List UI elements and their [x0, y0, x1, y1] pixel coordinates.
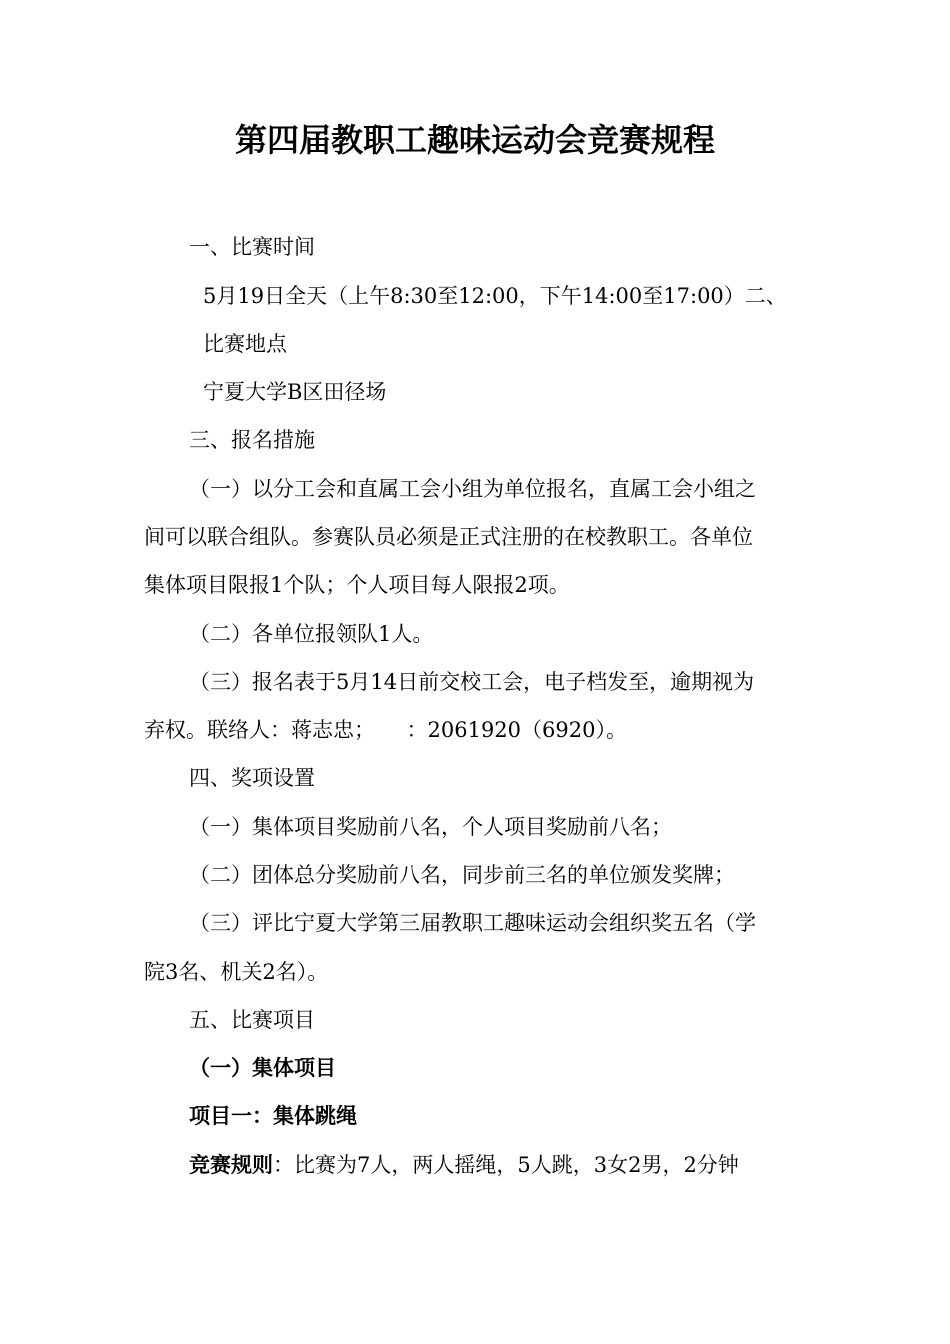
subsection-heading-group-events: （一）集体项目: [189, 1055, 336, 1080]
paragraph-line: （二）团体总分奖励前八名，同步前三名的单位颁发奖牌；: [189, 863, 735, 887]
paragraph-line: （二）各单位报领队1人。: [189, 622, 434, 646]
venue-text: 宁夏大学B区田径场: [203, 380, 387, 404]
section-heading-venue: 比赛地点: [203, 332, 287, 356]
paragraph-line: （一）集体项目奖励前八名，个人项目奖励前八名；: [189, 815, 672, 839]
rules-line: [189, 1150, 739, 1180]
paragraph-line: 院3名、机关2名）。: [144, 960, 329, 984]
section-heading-time: 一、比赛时间: [189, 235, 315, 259]
section-heading-registration: 三、报名措施: [189, 428, 315, 452]
paragraph-line: （三）评比宁夏大学第三届教职工趣味运动会组织奖五名（学: [189, 911, 756, 935]
rules-text: ：比赛为7人，两人摇绳，5人跳，3女2男，2分钟: [273, 1153, 739, 1177]
section-heading-awards: 四、奖项设置: [189, 766, 315, 790]
paragraph-line: 弃权。联络人：蒋志忠； ：2061920（6920）。: [144, 718, 627, 742]
paragraph-line: （三）报名表于5月14日前交校工会，电子档发至，逾期视为: [189, 670, 755, 694]
paragraph-line: 间可以联合组队。参赛队员必须是正式注册的在校教职工。各单位: [144, 525, 753, 549]
section-heading-events: 五、比赛项目: [189, 1008, 315, 1032]
paragraph-line: （一）以分工会和直属工会小组为单位报名，直属工会小组之: [189, 477, 756, 501]
time-text: 5月19日全天（上午8:30至12:00，下午14:00至17:00）二、: [203, 284, 787, 308]
event-heading-group-rope-skipping: 项目一：集体跳绳: [189, 1103, 357, 1128]
paragraph-line: 集体项目限报1个队；个人项目每人限报2项。: [144, 573, 570, 597]
rules-label: 竞赛规则: [189, 1152, 273, 1177]
document-title: 第四届教职工趣味运动会竞赛规程: [234, 121, 715, 159]
